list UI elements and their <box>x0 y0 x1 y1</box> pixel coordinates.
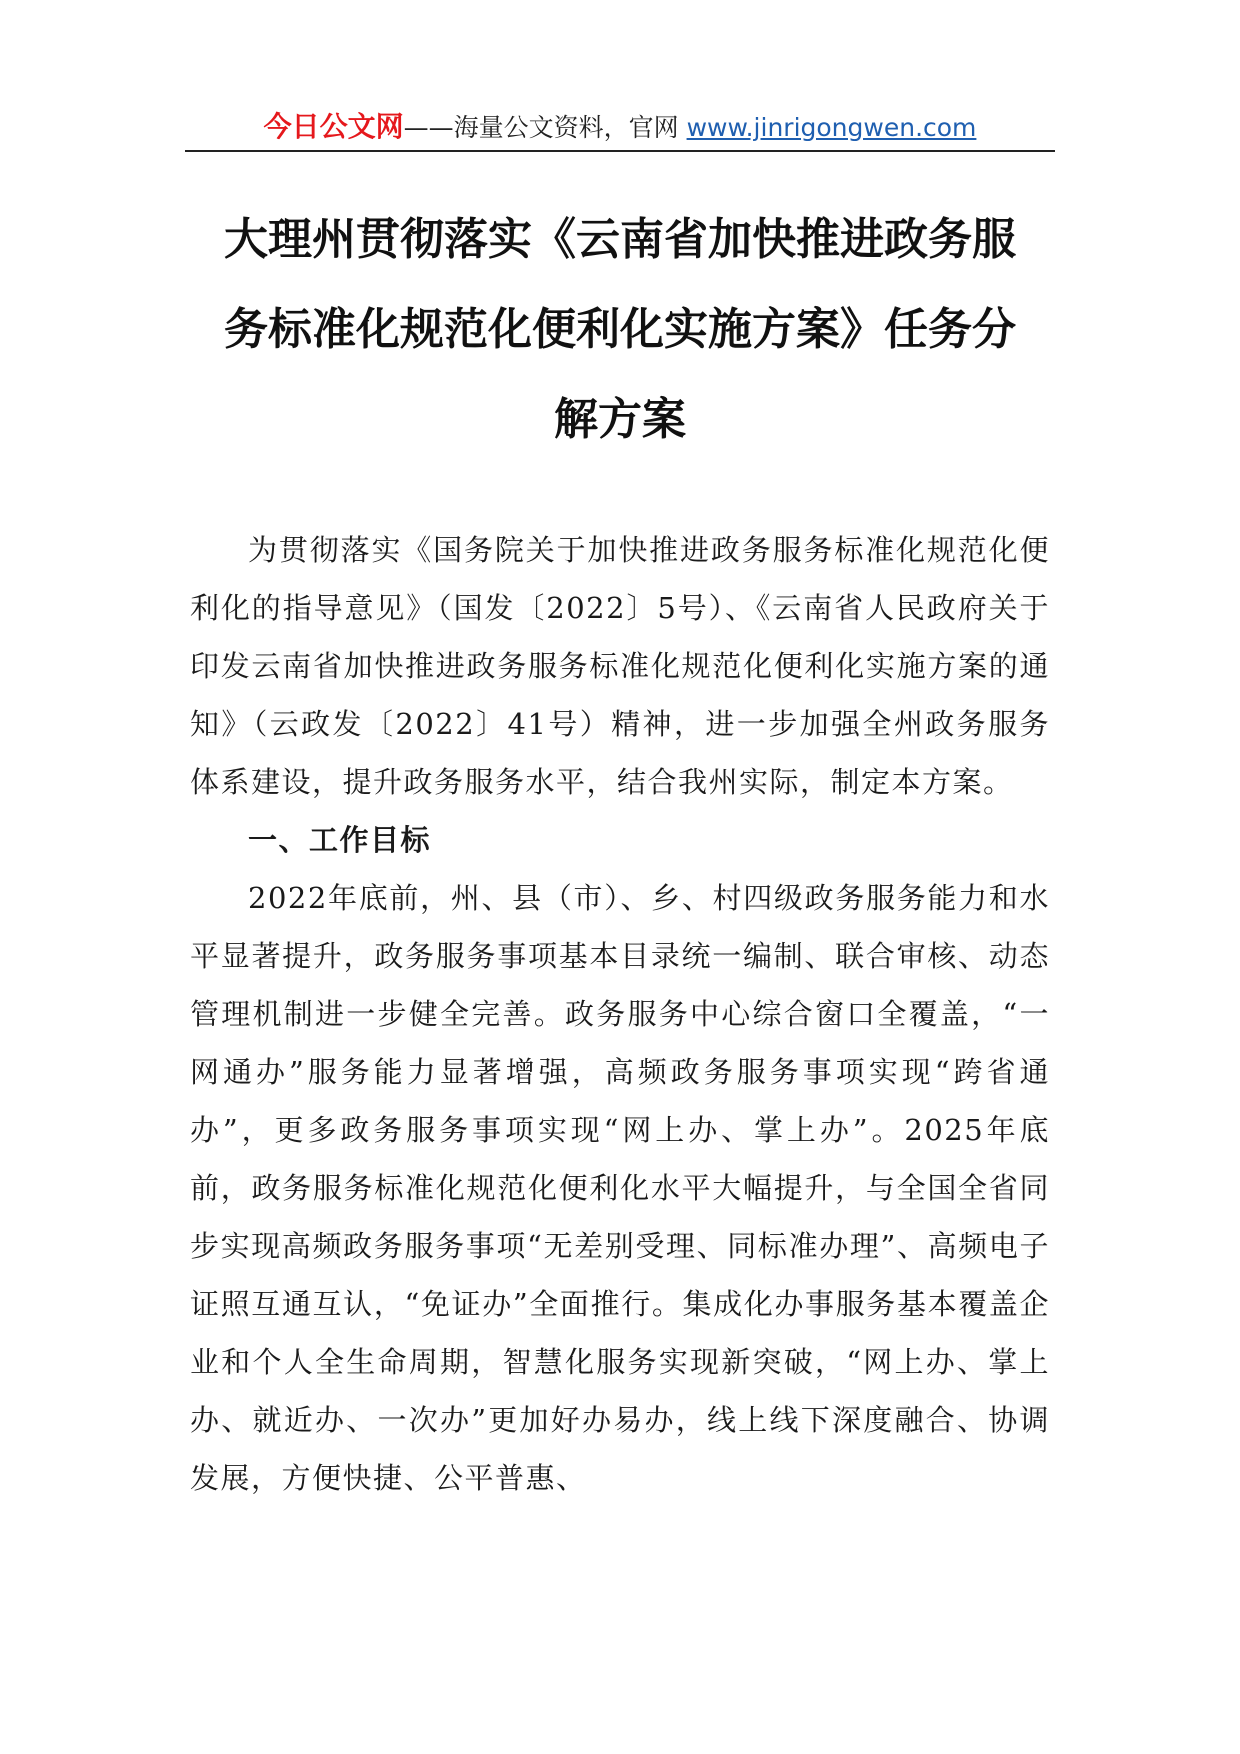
section-heading: 一、工作目标 <box>248 823 432 857</box>
document-title <box>185 195 1055 465</box>
brand-logo-text: 今日公文网 <box>263 110 404 143</box>
intro-paragraph: 为贯彻落实《国务院关于加快推进政务服务标准化规范化便利化的指导意见》（国发〔2022〕5号）、《云南省人民政府关于印发云南省加快推进政务服务标准化规范化便利化实施方案的通知》（云政发〔2022〕41号）精神，进一步加强全州政务服务体系建设，提升政务服务水平，结合我州实际，制定本方案。 <box>190 533 1050 799</box>
title-line: 务标准化规范化便利化实施方案》任务分 <box>224 304 1016 355</box>
website-link[interactable]: www.jinrigongwen.com <box>686 113 977 142</box>
section-paragraph: 2022年底前，州、县（市）、乡、村四级政务服务能力和水平显著提升，政务服务事项基本目录统一编制、联合审核、动态管理机制进一步健全完善。政务服务中心综合窗口全覆盖，“一网通办”服务能力显著增强，高频政务服务事项实现“跨省通办”，更多政务服务事项实现“网上办、掌上办”。2025年底前，政务服务标准化规范化便利化水平大幅提升，与全国全省同步实现高频政务服务事项“无差别受理、同标准办理”、高频电子证照互通互认，“免证办”全面推行。集成化办事服务基本覆盖企业和个人全生命周期，智慧化服务实现新突破，“网上办、掌上办、就近办、一次办”更加好办易办，线上线下深度融合、协调发展，方便快捷、公平普惠、 <box>190 881 1050 1495</box>
title-line: 解方案 <box>554 394 686 445</box>
document-body <box>190 521 1050 1507</box>
title-line: 大理州贯彻落实《云南省加快推进政务服 <box>224 214 1016 265</box>
header-tagline: ——海量公文资料，官网 <box>403 113 687 142</box>
page-header <box>185 108 1055 152</box>
